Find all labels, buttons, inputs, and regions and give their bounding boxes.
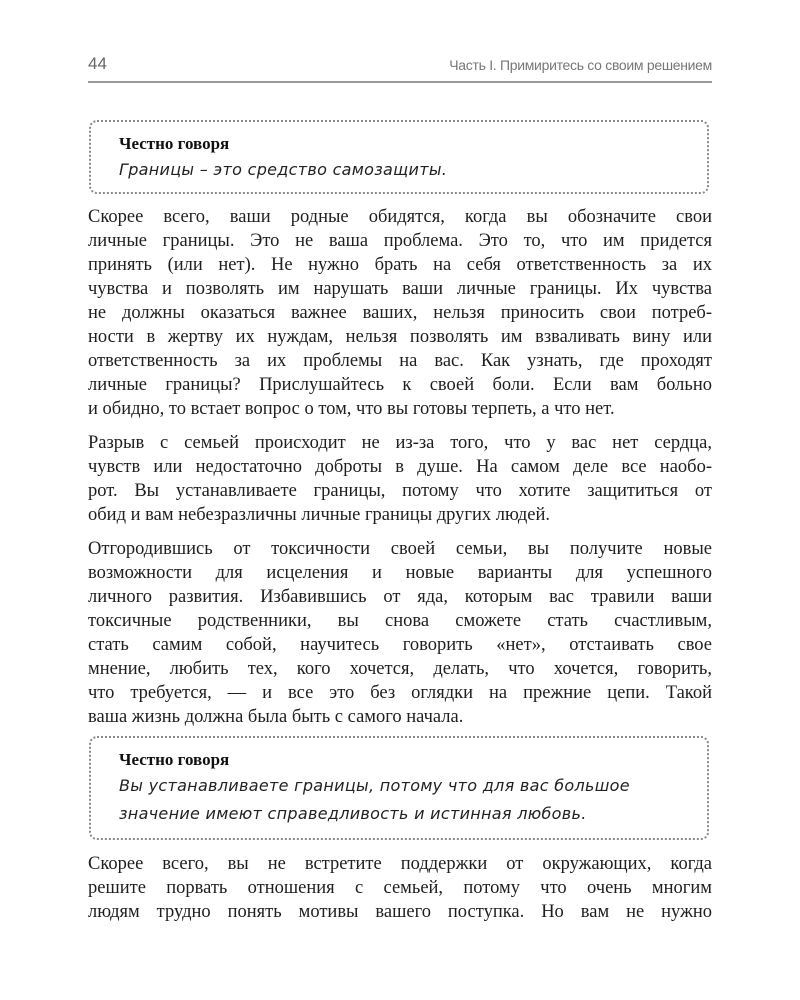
callout-box — [89, 120, 709, 194]
callout-text: Вы устанавливаете границы, потому что для вас большое — [119, 776, 630, 795]
text-line: людям трудно понять мотивы вашего поступка. Но вам не нужно — [88, 902, 712, 922]
callout-text: Границы – это средство самозащиты. — [119, 160, 448, 179]
paragraph — [88, 852, 712, 924]
running-title: Часть I. Примиритесь со своим решением — [449, 57, 712, 73]
text-line: чувства и позволять им нарушать ваши личные границы. Их чувства — [88, 279, 712, 299]
callout-text: значение имеют справедливость и истинная любовь. — [119, 804, 587, 823]
text-line: ности в жертву их нуждам, нельзя позволять им взваливать вину или — [88, 327, 712, 347]
text-line: принять (или нет). Не нужно брать на себя ответственность за их — [88, 255, 712, 275]
text-line: обид и вам небезразличны личные границы других людей. — [88, 505, 551, 525]
text-line: токсичные родственники, вы снова сможете стать счастливым, — [88, 611, 712, 631]
text-line: личные границы. Это не ваша проблема. Это то, что им придется — [88, 231, 712, 251]
paragraph — [88, 537, 712, 729]
text-line: мнение, любить тех, кого хочется, делать, что хочется, говорить, — [88, 659, 712, 679]
text-line: личные границы? Прислушайтесь к своей боли. Если вам больно — [88, 375, 712, 395]
callout-title: Честно говоря — [119, 134, 230, 153]
text-line: Скорее всего, ваши родные обидятся, когда вы обозначите свои — [88, 207, 712, 227]
text-line: чувств или недостаточно доброты в душе. На самом деле все наобо- — [88, 457, 712, 477]
text-line: что требуется, — и все это без оглядки на прежние цепи. Такой — [88, 683, 712, 703]
callout-title: Честно говоря — [119, 750, 230, 769]
paragraph — [88, 431, 712, 527]
text-line: решите порвать отношения с семьей, потому что очень многим — [88, 878, 712, 898]
text-line: личного развития. Избавившись от яда, которым вас травили ваши — [88, 587, 712, 607]
text-line: Скорее всего, вы не встретите поддержки от окружающих, когда — [88, 854, 712, 874]
callout-box — [89, 736, 709, 840]
text-line: рот. Вы устанавливаете границы, потому что хотите защититься от — [88, 481, 712, 501]
text-line: и обидно, то встает вопрос о том, что вы готовы терпеть, а что нет. — [88, 399, 615, 419]
text-line: Отгородившись от токсичности своей семьи, вы получите новые — [88, 539, 712, 559]
text-line: ваша жизнь должна была быть с самого начала. — [88, 707, 464, 727]
text-line: Разрыв с семьей происходит не из-за того, что у вас нет сердца, — [88, 433, 712, 453]
text-line: стать самим собой, научитесь говорить «нет», отстаивать свое — [88, 635, 712, 655]
text-line: не должны оказаться важнее ваших, нельзя приносить свои потреб- — [88, 303, 712, 323]
page-number: 44 — [88, 54, 107, 73]
text-line: возможности для исцеления и новые варианты для успешного — [88, 563, 712, 583]
text-line: ответственность за их проблемы на вас. Как узнать, где проходят — [88, 351, 712, 371]
paragraph — [88, 205, 712, 421]
header-rule — [88, 81, 712, 83]
